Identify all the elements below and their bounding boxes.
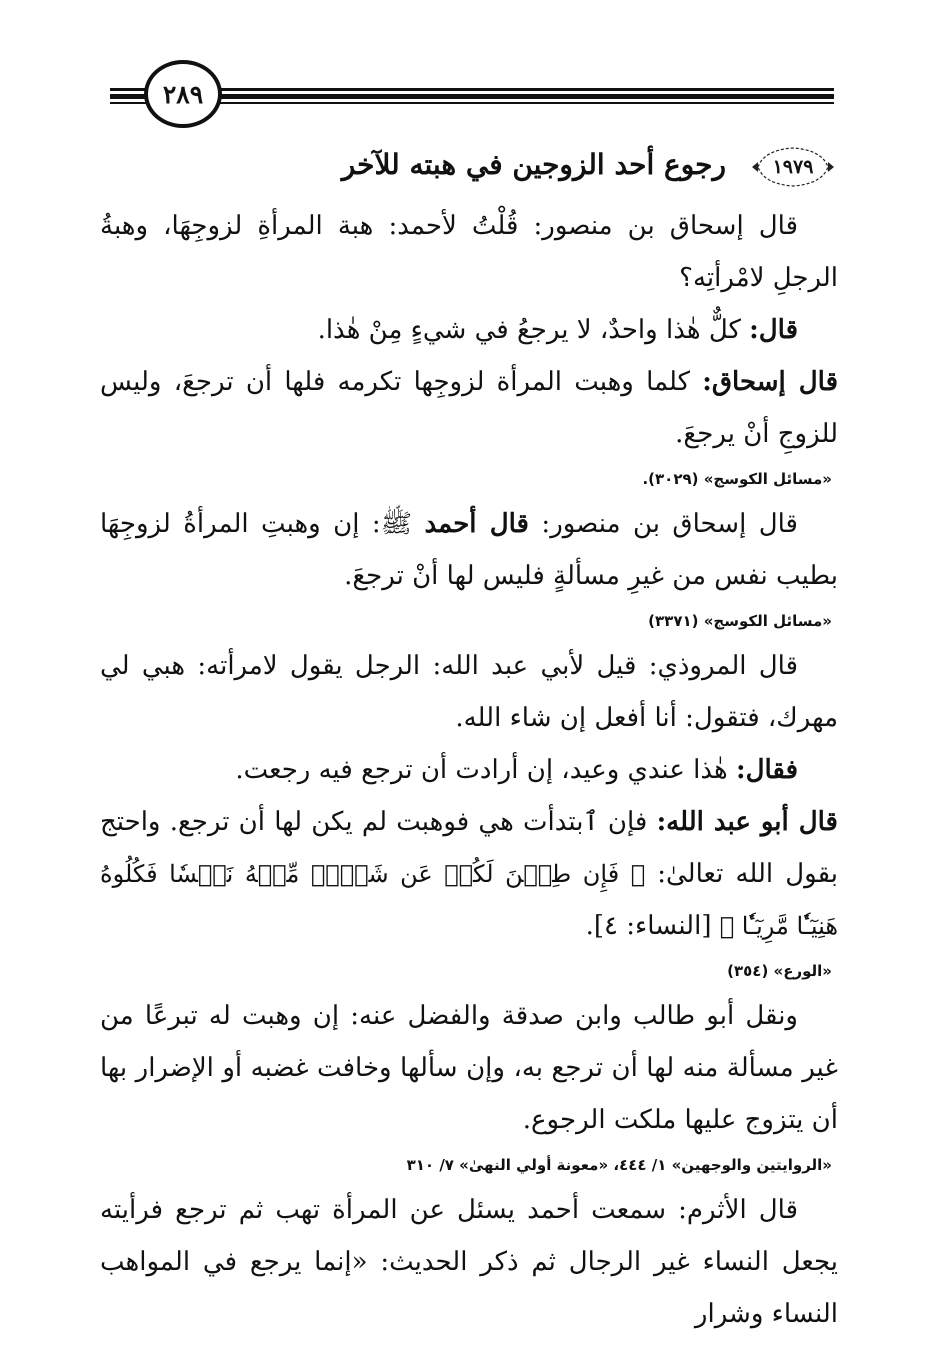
speaker-label: قال إسحاق: xyxy=(702,367,838,397)
section-heading xyxy=(100,140,842,196)
paragraph: قال إسحاق: كلما وهبت المرأة لزوجِها تكرمه فلها أن ترجعَ، وليس للزوجِ أنْ يرجعَ. xyxy=(100,367,838,449)
page-number: ٢٨٩ xyxy=(144,60,222,128)
source-citation: «الروايتين والوجهين» ١/ ٤٤٤، «معونة أولي النهىٰ» ٧/ ٣١٠ xyxy=(406,1156,832,1174)
source-citation: «مسائل الكوسج» (٣٣٧١) xyxy=(648,612,832,630)
paragraph: قال أبو عبد الله: فإن ٱبتدأت هي فوهبت لم يكن لها أن ترجع. واحتج بقول الله تعالىٰ: ﴿ فَإِن طِبۡنَ لَكُمۡ عَن شَيۡءٖ مِّنۡهُ نَفۡسٗا فَكُلُوهُ هَنِيٓـٔٗا مَّرِيٓـٔٗا ﴾ [النساء: ٤]. xyxy=(100,807,838,941)
source-citation: «مسائل الكوسج» (٣٠٢٩). xyxy=(642,470,832,488)
paragraph: قال: كلٌّ هٰذا واحدٌ، لا يرجعُ في شيءٍ مِنْ هٰذا. xyxy=(317,315,798,345)
source-citation: «الورع» (٣٥٤) xyxy=(727,962,832,980)
section-number-rosette-icon xyxy=(750,144,836,190)
section-title: رجوع أحد الزوجين في هبته للآخر xyxy=(341,148,726,181)
speaker-label: قال أحمد xyxy=(424,509,529,539)
section-number: ١٩٧٩ xyxy=(772,156,814,178)
speaker-label: فقال: xyxy=(736,755,798,785)
paragraph: قال المروذي: قيل لأبي عبد الله: الرجل يقول لامرأته: هبي لي مهرك، فتقول: أنا أفعل إن شاء الله. xyxy=(100,651,838,733)
body-text xyxy=(100,200,838,1340)
quran-verse: ﴿ فَإِن طِبۡنَ لَكُمۡ عَن شَيۡءٖ مِّنۡهُ نَفۡسٗا فَكُلُوهُ هَنِيٓـٔٗا مَّرِيٓـٔٗا ﴾ xyxy=(100,860,838,940)
speaker-label: قال أبو عبد الله: xyxy=(656,807,838,837)
speaker-label: قال: xyxy=(749,315,798,345)
paragraph: فقال: هٰذا عندي وعيد، إن أرادت أن ترجع فيه رجعت. xyxy=(235,755,798,785)
paragraph: قال إسحاق بن منصور: قُلْتُ لأحمد: هبة المرأةِ لزوجِهَا، وهبةُ الرجلِ لامْرأتِه؟ xyxy=(100,211,838,293)
paragraph: قال إسحاق بن منصور: قال أحمد ﷺ: إن وهبتِ المرأةُ لزوجِهَا بطيب نفس من غيرِ مسألةٍ فليس لها أنْ ترجعَ. xyxy=(100,509,838,591)
paragraph: ونقل أبو طالب وابن صدقة والفضل عنه: إن وهبت له تبرعًا من غير مسألة منه لها أن ترجع به، وإن سألها وخافت غضبه أو الإضرار بها أن يتزوج عليها ملكت الرجوع. xyxy=(100,1001,838,1135)
paragraph: قال الأثرم: سمعت أحمد يسئل عن المرأة تهب ثم ترجع فرأيته يجعل النساء غير الرجال ثم ذكر الحديث: «إنما يرجع في المواهب النساء وشرار xyxy=(100,1195,838,1329)
